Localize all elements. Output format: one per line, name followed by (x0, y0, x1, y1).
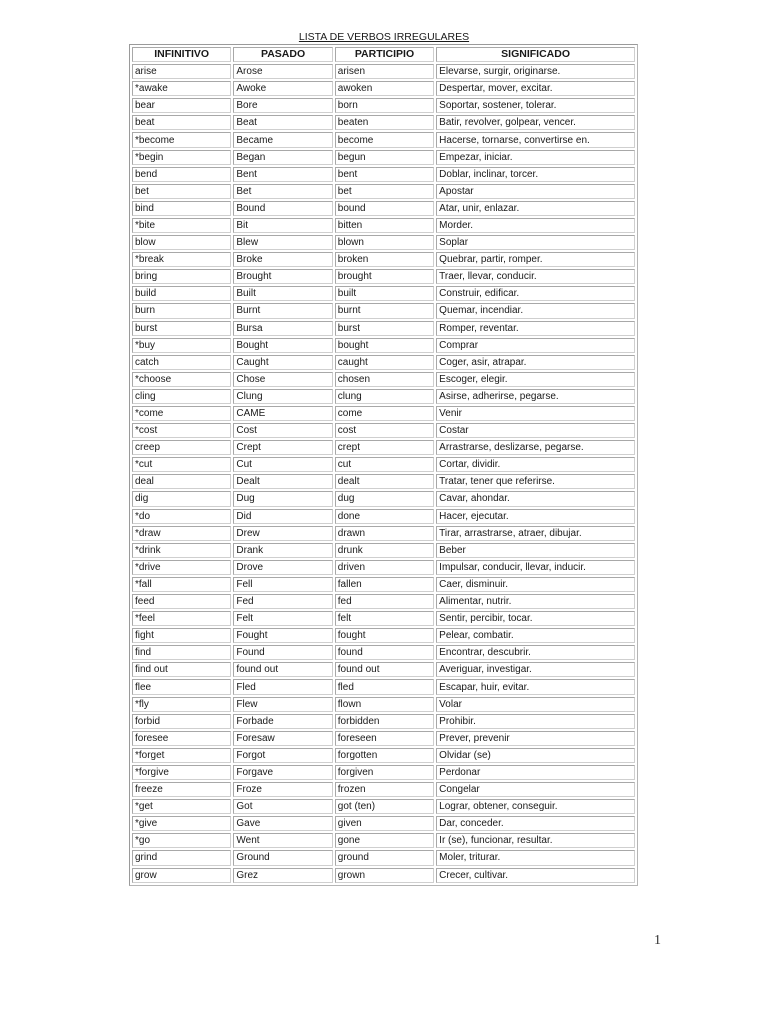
cell-infinitivo: burst (132, 321, 231, 336)
cell-infinitivo: *go (132, 833, 231, 848)
cell-pasado: Bit (233, 218, 332, 233)
cell-pasado: Cost (233, 423, 332, 438)
cell-pasado: Bore (233, 98, 332, 113)
cell-significado: Soplar (436, 235, 635, 250)
cell-significado: Despertar, mover, excitar. (436, 81, 635, 96)
cell-significado: Cavar, ahondar. (436, 491, 635, 506)
cell-participio: bought (335, 338, 434, 353)
cell-participio: come (335, 406, 434, 421)
cell-infinitivo: burn (132, 303, 231, 318)
cell-pasado: Dug (233, 491, 332, 506)
cell-participio: brought (335, 269, 434, 284)
cell-infinitivo: *become (132, 132, 231, 147)
cell-infinitivo: feed (132, 594, 231, 609)
cell-infinitivo: bring (132, 269, 231, 284)
cell-infinitivo: *bite (132, 218, 231, 233)
table-row (132, 645, 635, 660)
cell-infinitivo: *begin (132, 150, 231, 165)
table-header-row (132, 47, 635, 62)
irregular-verbs-table (129, 44, 638, 886)
cell-significado: Pelear, combatir. (436, 628, 635, 643)
cell-participio: given (335, 816, 434, 831)
table-row (132, 577, 635, 592)
cell-pasado: found out (233, 662, 332, 677)
cell-participio: clung (335, 389, 434, 404)
cell-significado: Hacer, ejecutar. (436, 509, 635, 524)
table-row (132, 457, 635, 472)
cell-significado: Moler, triturar. (436, 850, 635, 865)
cell-pasado: Drank (233, 543, 332, 558)
cell-infinitivo: dig (132, 491, 231, 506)
table-row (132, 850, 635, 865)
cell-significado: Perdonar (436, 765, 635, 780)
table-row (132, 833, 635, 848)
cell-significado: Lograr, obtener, conseguir. (436, 799, 635, 814)
cell-significado: Beber (436, 543, 635, 558)
cell-pasado: Bursa (233, 321, 332, 336)
cell-participio: felt (335, 611, 434, 626)
cell-participio: found (335, 645, 434, 660)
cell-significado: Encontrar, descubrir. (436, 645, 635, 660)
table-row (132, 474, 635, 489)
cell-participio: grown (335, 868, 434, 883)
cell-pasado: Drove (233, 560, 332, 575)
cell-participio: broken (335, 252, 434, 267)
table-row (132, 714, 635, 729)
cell-pasado: Fed (233, 594, 332, 609)
cell-significado: Escapar, huir, evitar. (436, 679, 635, 694)
cell-infinitivo: *feel (132, 611, 231, 626)
cell-infinitivo: foresee (132, 731, 231, 746)
cell-infinitivo: *buy (132, 338, 231, 353)
cell-significado: Doblar, inclinar, torcer. (436, 167, 635, 182)
table-row (132, 816, 635, 831)
cell-participio: ground (335, 850, 434, 865)
cell-pasado: Crept (233, 440, 332, 455)
cell-participio: fled (335, 679, 434, 694)
cell-participio: awoken (335, 81, 434, 96)
cell-pasado: Bet (233, 184, 332, 199)
cell-pasado: Burnt (233, 303, 332, 318)
cell-infinitivo: *draw (132, 526, 231, 541)
cell-significado: Comprar (436, 338, 635, 353)
cell-pasado: Arose (233, 64, 332, 79)
cell-pasado: Forgot (233, 748, 332, 763)
cell-infinitivo: *break (132, 252, 231, 267)
cell-significado: Morder. (436, 218, 635, 233)
cell-pasado: Ground (233, 850, 332, 865)
table-row (132, 748, 635, 763)
cell-significado: Soportar, sostener, tolerar. (436, 98, 635, 113)
cell-significado: Quebrar, partir, romper. (436, 252, 635, 267)
cell-participio: flown (335, 697, 434, 712)
column-header-participio: PARTICIPIO (335, 47, 434, 62)
cell-infinitivo: flee (132, 679, 231, 694)
cell-significado: Venir (436, 406, 635, 421)
cell-participio: begun (335, 150, 434, 165)
cell-participio: beaten (335, 115, 434, 130)
cell-significado: Sentir, percibir, tocar. (436, 611, 635, 626)
cell-pasado: Blew (233, 235, 332, 250)
cell-infinitivo: *fly (132, 697, 231, 712)
cell-participio: bitten (335, 218, 434, 233)
table-row (132, 491, 635, 506)
cell-participio: forgiven (335, 765, 434, 780)
cell-infinitivo: bet (132, 184, 231, 199)
cell-significado: Coger, asir, atrapar. (436, 355, 635, 370)
cell-participio: done (335, 509, 434, 524)
cell-infinitivo: *do (132, 509, 231, 524)
table-row (132, 355, 635, 370)
cell-infinitivo: *drive (132, 560, 231, 575)
cell-infinitivo: blow (132, 235, 231, 250)
cell-pasado: CAME (233, 406, 332, 421)
cell-pasado: Clung (233, 389, 332, 404)
cell-pasado: Built (233, 286, 332, 301)
cell-participio: driven (335, 560, 434, 575)
cell-infinitivo: *forget (132, 748, 231, 763)
column-header-significado: SIGNIFICADO (436, 47, 635, 62)
table-row (132, 64, 635, 79)
cell-infinitivo: forbid (132, 714, 231, 729)
cell-participio: frozen (335, 782, 434, 797)
cell-participio: cost (335, 423, 434, 438)
cell-infinitivo: *get (132, 799, 231, 814)
cell-infinitivo: bear (132, 98, 231, 113)
cell-significado: Asirse, adherirse, pegarse. (436, 389, 635, 404)
cell-significado: Congelar (436, 782, 635, 797)
table-row (132, 235, 635, 250)
cell-infinitivo: bind (132, 201, 231, 216)
table-row (132, 662, 635, 677)
cell-significado: Escoger, elegir. (436, 372, 635, 387)
cell-pasado: Froze (233, 782, 332, 797)
cell-pasado: Bought (233, 338, 332, 353)
cell-pasado: Chose (233, 372, 332, 387)
cell-significado: Atar, unir, enlazar. (436, 201, 635, 216)
cell-participio: fed (335, 594, 434, 609)
table-row (132, 321, 635, 336)
document-title-text: LISTA DE VERBOS IRREGULARES (298, 31, 470, 43)
table-row (132, 560, 635, 575)
cell-infinitivo: creep (132, 440, 231, 455)
cell-participio: forgotten (335, 748, 434, 763)
cell-pasado: Cut (233, 457, 332, 472)
cell-participio: bent (335, 167, 434, 182)
table-row (132, 731, 635, 746)
cell-significado: Empezar, iniciar. (436, 150, 635, 165)
table-row (132, 526, 635, 541)
cell-pasado: Found (233, 645, 332, 660)
cell-significado: Tratar, tener que referirse. (436, 474, 635, 489)
cell-infinitivo: find (132, 645, 231, 660)
table-row (132, 406, 635, 421)
cell-pasado: Fell (233, 577, 332, 592)
cell-infinitivo: deal (132, 474, 231, 489)
cell-pasado: Beat (233, 115, 332, 130)
cell-significado: Prever, prevenir (436, 731, 635, 746)
table-row (132, 201, 635, 216)
cell-pasado: Did (233, 509, 332, 524)
cell-pasado: Gave (233, 816, 332, 831)
table-row (132, 594, 635, 609)
cell-infinitivo: catch (132, 355, 231, 370)
cell-infinitivo: beat (132, 115, 231, 130)
cell-significado: Quemar, incendiar. (436, 303, 635, 318)
cell-significado: Crecer, cultivar. (436, 868, 635, 883)
table-row (132, 765, 635, 780)
cell-participio: bet (335, 184, 434, 199)
cell-significado: Alimentar, nutrir. (436, 594, 635, 609)
cell-participio: dug (335, 491, 434, 506)
table-row (132, 286, 635, 301)
cell-significado: Dar, conceder. (436, 816, 635, 831)
cell-infinitivo: cling (132, 389, 231, 404)
cell-participio: cut (335, 457, 434, 472)
cell-participio: arisen (335, 64, 434, 79)
column-header-pasado: PASADO (233, 47, 332, 62)
cell-significado: Apostar (436, 184, 635, 199)
table-row (132, 628, 635, 643)
cell-participio: burst (335, 321, 434, 336)
table-row (132, 132, 635, 147)
cell-infinitivo: grind (132, 850, 231, 865)
table-row (132, 509, 635, 524)
cell-participio: caught (335, 355, 434, 370)
table-row (132, 389, 635, 404)
cell-pasado: Brought (233, 269, 332, 284)
cell-participio: bound (335, 201, 434, 216)
cell-significado: Prohibir. (436, 714, 635, 729)
verbs-table-container (129, 44, 638, 886)
cell-infinitivo: freeze (132, 782, 231, 797)
cell-participio: chosen (335, 372, 434, 387)
cell-infinitivo: *fall (132, 577, 231, 592)
cell-infinitivo: *cut (132, 457, 231, 472)
cell-participio: fallen (335, 577, 434, 592)
cell-infinitivo: bend (132, 167, 231, 182)
table-row (132, 98, 635, 113)
cell-significado: Olvidar (se) (436, 748, 635, 763)
cell-significado: Elevarse, surgir, originarse. (436, 64, 635, 79)
cell-infinitivo: *awake (132, 81, 231, 96)
cell-significado: Hacerse, tornarse, convertirse en. (436, 132, 635, 147)
table-row (132, 150, 635, 165)
cell-significado: Impulsar, conducir, llevar, inducir. (436, 560, 635, 575)
cell-participio: found out (335, 662, 434, 677)
cell-participio: forbidden (335, 714, 434, 729)
cell-participio: dealt (335, 474, 434, 489)
cell-infinitivo: *drink (132, 543, 231, 558)
table-body (132, 64, 635, 883)
cell-significado: Batir, revolver, golpear, vencer. (436, 115, 635, 130)
cell-pasado: Foresaw (233, 731, 332, 746)
cell-pasado: Bent (233, 167, 332, 182)
table-row (132, 218, 635, 233)
cell-participio: become (335, 132, 434, 147)
cell-infinitivo: arise (132, 64, 231, 79)
table-row (132, 338, 635, 353)
table-row (132, 372, 635, 387)
table-row (132, 115, 635, 130)
cell-significado: Ir (se), funcionar, resultar. (436, 833, 635, 848)
cell-pasado: Fought (233, 628, 332, 643)
cell-participio: gone (335, 833, 434, 848)
cell-pasado: Flew (233, 697, 332, 712)
cell-significado: Traer, llevar, conducir. (436, 269, 635, 284)
cell-infinitivo: find out (132, 662, 231, 677)
cell-pasado: Became (233, 132, 332, 147)
cell-participio: crept (335, 440, 434, 455)
table-row (132, 81, 635, 96)
cell-pasado: Went (233, 833, 332, 848)
cell-participio: burnt (335, 303, 434, 318)
table-row (132, 440, 635, 455)
cell-pasado: Forgave (233, 765, 332, 780)
cell-pasado: Fled (233, 679, 332, 694)
cell-significado: Romper, reventar. (436, 321, 635, 336)
cell-infinitivo: build (132, 286, 231, 301)
cell-participio: fought (335, 628, 434, 643)
table-row (132, 269, 635, 284)
cell-pasado: Drew (233, 526, 332, 541)
table-row (132, 868, 635, 883)
cell-significado: Averiguar, investigar. (436, 662, 635, 677)
cell-infinitivo: grow (132, 868, 231, 883)
cell-pasado: Grez (233, 868, 332, 883)
cell-pasado: Dealt (233, 474, 332, 489)
table-row (132, 611, 635, 626)
cell-pasado: Awoke (233, 81, 332, 96)
cell-significado: Arrastrarse, deslizarse, pegarse. (436, 440, 635, 455)
table-row (132, 799, 635, 814)
cell-participio: built (335, 286, 434, 301)
cell-participio: drawn (335, 526, 434, 541)
cell-participio: blown (335, 235, 434, 250)
table-row (132, 184, 635, 199)
cell-participio: born (335, 98, 434, 113)
cell-significado: Caer, disminuir. (436, 577, 635, 592)
column-header-infinitivo: INFINITIVO (132, 47, 231, 62)
table-row (132, 543, 635, 558)
cell-infinitivo: *forgive (132, 765, 231, 780)
cell-significado: Tirar, arrastrarse, atraer, dibujar. (436, 526, 635, 541)
table-row (132, 697, 635, 712)
table-row (132, 679, 635, 694)
cell-pasado: Bound (233, 201, 332, 216)
document-title (0, 31, 768, 44)
table-row (132, 167, 635, 182)
table-row (132, 423, 635, 438)
cell-participio: drunk (335, 543, 434, 558)
table-row (132, 303, 635, 318)
cell-significado: Costar (436, 423, 635, 438)
cell-participio: foreseen (335, 731, 434, 746)
cell-participio: got (ten) (335, 799, 434, 814)
cell-pasado: Began (233, 150, 332, 165)
cell-pasado: Felt (233, 611, 332, 626)
cell-infinitivo: *give (132, 816, 231, 831)
page-number: 1 (654, 933, 661, 948)
table-row (132, 252, 635, 267)
cell-infinitivo: *choose (132, 372, 231, 387)
cell-significado: Cortar, dividir. (436, 457, 635, 472)
cell-infinitivo: *cost (132, 423, 231, 438)
cell-pasado: Forbade (233, 714, 332, 729)
cell-pasado: Caught (233, 355, 332, 370)
cell-significado: Construir, edificar. (436, 286, 635, 301)
table-row (132, 782, 635, 797)
cell-infinitivo: *come (132, 406, 231, 421)
cell-pasado: Broke (233, 252, 332, 267)
cell-significado: Volar (436, 697, 635, 712)
cell-infinitivo: fight (132, 628, 231, 643)
cell-pasado: Got (233, 799, 332, 814)
